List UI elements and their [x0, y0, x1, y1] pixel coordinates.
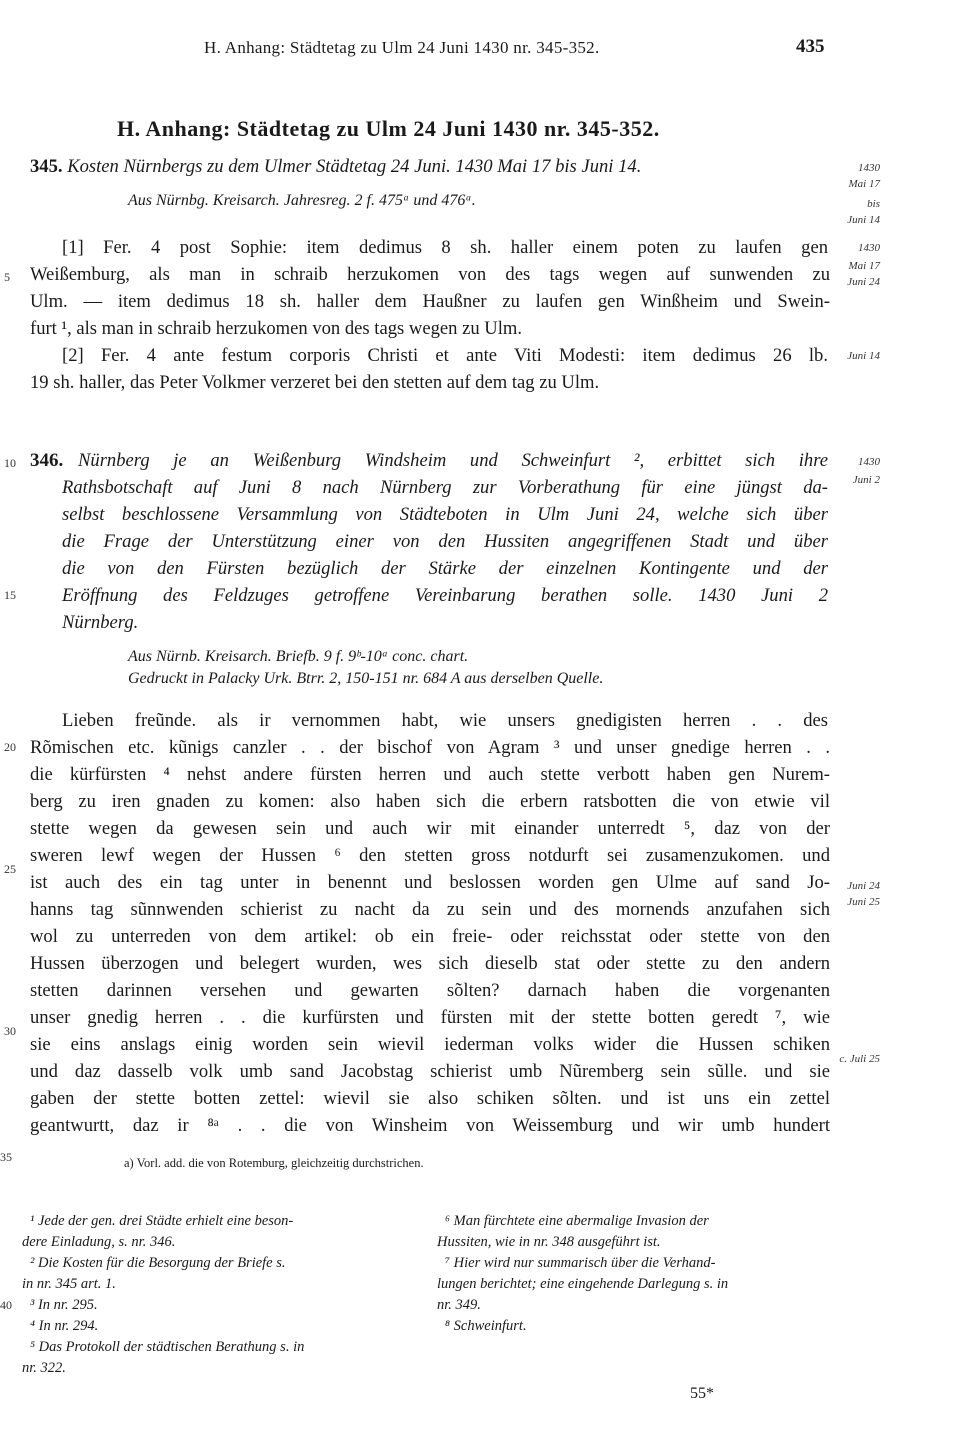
- letter-line: stette wegen da gewesen sein und auch wir mit einander unterredt ⁵, daz von der: [30, 818, 830, 839]
- margin-note: Juni 14: [847, 214, 880, 226]
- doc345-title: Kosten Nürnbergs zu dem Ulmer Städtetag 24 Juni. 1430 Mai 17 bis Juni 14.: [67, 156, 642, 177]
- signature-mark: 55*: [690, 1385, 714, 1402]
- letter-line: Hussen überzogen und belegert wurden, wes sich dieselb stat oder stette zu den andern: [30, 953, 830, 974]
- footnote-line: lungen berichtet; eine eingehende Darlegung s. in: [437, 1276, 729, 1292]
- footnote-line: in nr. 345 art. 1.: [22, 1276, 116, 1292]
- doc345-line: 19 sh. haller, das Peter Volkmer verzeret bei den stetten auf dem tag zu Ulm.: [30, 372, 600, 393]
- footnote-line: ⁴ In nr. 294.: [30, 1318, 99, 1334]
- letter-line: die kürfürsten ⁴ nehst andere fürsten herren und auch stette verbott haben gen Nurem-: [30, 764, 830, 785]
- footnote-line: nr. 322.: [22, 1360, 66, 1376]
- doc346-source: Gedruckt in Palacky Urk. Btrr. 2, 150-151 nr. 684 A aus derselben Quelle.: [128, 670, 604, 687]
- footnote-line: ⁵ Das Protokoll der städtischen Berathung s. in: [30, 1339, 305, 1355]
- margin-note: Mai 17: [848, 178, 880, 190]
- letter-line: sie eins anslags einig worden sein wievil iederman volks wider die Hussen schiken: [30, 1034, 830, 1055]
- letter-line: unser gnedig herren . . die kurfürsten und fürsten mit der stette botten geredt ⁷, wie: [30, 1007, 830, 1028]
- line-number: 30: [4, 1024, 16, 1038]
- doc345-number: 345.: [30, 156, 63, 177]
- letter-line: hanns tag sũnnwenden schierist zu nacht da zu sein und des mornends anzufahen sich: [30, 899, 830, 920]
- doc345-line: [2] Fer. 4 ante festum corporis Christi et ante Viti Modesti: item dedimus 26 lb.: [62, 345, 828, 366]
- doc345-line: Weißemburg, als man in schraib herzukomen von des tags wegen auf sunwenden zu: [30, 264, 830, 285]
- doc346-line: die von den Fürsten bezüglich der Stärke der einzelnen Kontingente und der: [62, 558, 828, 579]
- footnote-line: ⁶ Man fürchtete eine abermalige Invasion der: [445, 1213, 709, 1229]
- doc346-source: Aus Nürnb. Kreisarch. Briefb. 9 f. 9ᵇ-10ᵃ conc. chart.: [128, 648, 469, 665]
- footnote-line: ¹ Jede der gen. drei Städte erhielt eine beson-: [30, 1213, 294, 1229]
- doc346-line: Rathsbotschaft auf Juni 8 nach Nürnberg zur Vorberathung für eine jüngst da-: [62, 477, 828, 498]
- footnote-line: nr. 349.: [437, 1297, 481, 1313]
- letter-line: stetten darinnen versehen und gewarten sõlten? darnach haben die vorgenanten: [30, 980, 830, 1001]
- page-number: 435: [796, 36, 825, 57]
- margin-note: Juni 25: [847, 896, 880, 908]
- doc345-line: Ulm. — item dedimus 18 sh. haller dem Haußner zu laufen gen Winßheim und Swein-: [30, 291, 830, 312]
- letter-line: geantwurtt, daz ir ⁸ᵃ . . die von Winsheim von Weissemburg und wir umb hundert: [30, 1115, 830, 1136]
- section-title: H. Anhang: Städtetag zu Ulm 24 Juni 1430 nr. 345-352.: [117, 116, 660, 141]
- letter-line: wol zu unterreden von dem artikel: ob ein freie- oder reichsstat oder stette von den: [30, 926, 830, 947]
- margin-note: c. Juli 25: [839, 1053, 880, 1065]
- doc346-line: Eröffnung des Feldzuges getroffene Vereinbarung berathen solle. 1430 Juni 2: [62, 585, 828, 606]
- doc345-source: Aus Nürnbg. Kreisarch. Jahresreg. 2 f. 475ᵃ und 476ᵃ.: [128, 192, 476, 209]
- letter-line: Lieben freũnde. als ir vernommen habt, wie unsers gnedigisten herren . . des: [62, 710, 828, 731]
- letter-line: berg zu iren gnaden zu komen: also haben sich die erbern ratsbotten die von etwie vil: [30, 791, 830, 812]
- running-head: H. Anhang: Städtetag zu Ulm 24 Juni 1430 nr. 345-352.: [204, 38, 600, 57]
- letter-line: ist auch des ein tag unter in benennt und beslossen worden gen Ulme auf sand Jo-: [30, 872, 830, 893]
- letter-line: gaben der stette botten zettel: wievil sie also schiken sõlten. und ist uns ein zettel: [30, 1088, 830, 1109]
- footnote-line: ⁷ Hier wird nur summarisch über die Verhand-: [445, 1255, 716, 1271]
- doc345-heading: [30, 154, 830, 180]
- line-number: 15: [4, 588, 16, 602]
- letter-line: Rõmischen etc. kũnigs canzler . . der bischof von Agram ³ und unser gnedige herren . .: [30, 737, 830, 758]
- doc346-line: Nürnberg je an Weißenburg Windsheim und Schweinfurt ², erbittet sich ihre: [78, 450, 828, 471]
- letter-line: und daz dasselb volk umb sand Jacobstag schierist umb Nũremberg sein sũlle. und sie: [30, 1061, 830, 1082]
- margin-note: Juni 24: [847, 880, 880, 892]
- footnote-line: Hussiten, wie in nr. 348 ausgeführt ist.: [437, 1234, 661, 1250]
- line-number: 35: [0, 1150, 12, 1164]
- margin-note: Juni 14: [847, 350, 880, 362]
- doc346-line: selbst beschlossene Versammlung von Städteboten in Ulm Juni 24, welche sich über: [62, 504, 828, 525]
- margin-note: Juni 24: [847, 276, 880, 288]
- doc345-line: [1] Fer. 4 post Sophie: item dedimus 8 sh. haller einem poten zu laufen gen: [62, 237, 828, 258]
- margin-note: 1430: [858, 162, 880, 174]
- doc345-line: furt ¹, als man in schraib herzukomen von des tags wegen zu Ulm.: [30, 318, 522, 339]
- footnote-line: dere Einladung, s. nr. 346.: [22, 1234, 176, 1250]
- doc346-line: die Frage der Unterstützung einer von den Hussiten angegriffenen Stadt und über: [62, 531, 828, 552]
- margin-note: Mai 17: [848, 260, 880, 272]
- footnote-line: ² Die Kosten für die Besorgung der Briefe s.: [30, 1255, 286, 1271]
- margin-note: 1430: [858, 242, 880, 254]
- doc346-number: 346.: [30, 450, 64, 471]
- doc346-line: Nürnberg.: [62, 612, 139, 633]
- line-number: 20: [4, 740, 16, 754]
- margin-note: bis: [867, 198, 880, 210]
- letter-line: sweren lewf wegen der Hussen ⁶ den stetten gross notdurft sei zusamenzukomen. und: [30, 845, 830, 866]
- footnote-line: ⁸ Schweinfurt.: [445, 1318, 527, 1334]
- line-number: 40: [0, 1298, 12, 1312]
- critical-note: a) Vorl. add. die von Rotemburg, gleichzeitig durchstrichen.: [124, 1156, 424, 1170]
- footnote-line: ³ In nr. 295.: [30, 1297, 98, 1313]
- line-number: 5: [4, 270, 10, 284]
- line-number: 25: [4, 862, 16, 876]
- margin-note: Juni 2: [852, 474, 880, 486]
- line-number: 10: [4, 456, 16, 470]
- margin-note: 1430: [858, 456, 880, 468]
